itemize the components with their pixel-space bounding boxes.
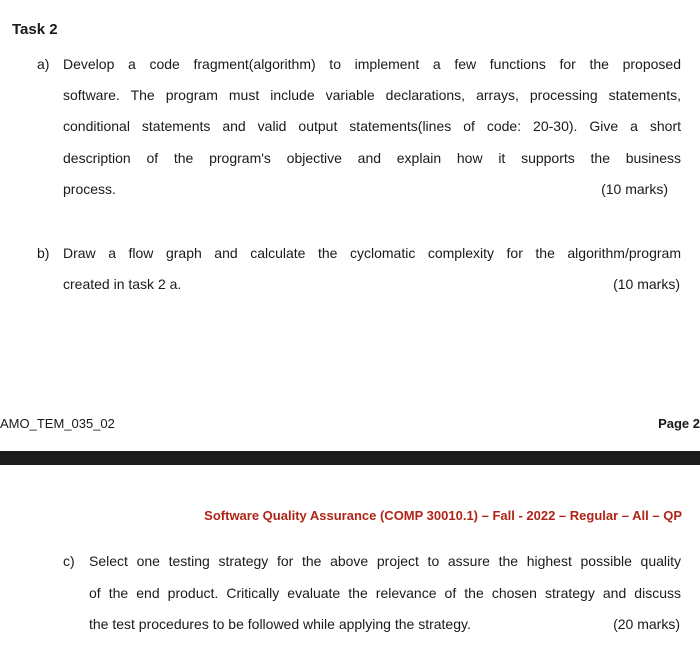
document-code: AMO_TEM_035_02 <box>0 416 115 431</box>
question-c-line-3: the test procedures to be followed while applying the strategy. <box>89 616 471 632</box>
question-a-line-1: Develop a code fragment(algorithm) to implement a few functions for the proposed <box>63 56 681 72</box>
task-title: Task 2 <box>12 21 58 38</box>
question-a-line-4: description of the program's objective and explain how it supports the business <box>63 150 681 166</box>
question-a-line-5: process. <box>63 181 116 197</box>
page-divider <box>0 451 700 465</box>
question-c-label: c) <box>63 553 75 569</box>
question-b-label: b) <box>37 245 50 261</box>
question-a-line-2: software. The program must include variable declarations, arrays, processing statements, <box>63 87 681 103</box>
page-number: Page 2 <box>658 416 700 431</box>
question-a-line-3: conditional statements and valid output statements(lines of code: 20-30). Give a short <box>63 118 681 134</box>
question-b-line-1: Draw a flow graph and calculate the cyclomatic complexity for the algorithm/program <box>63 245 681 261</box>
course-header: Software Quality Assurance (COMP 30010.1) – Fall - 2022 – Regular – All – QP <box>204 508 682 523</box>
question-a-label: a) <box>37 56 50 72</box>
question-b-marks: (10 marks) <box>613 276 680 292</box>
question-b-line-2: created in task 2 a. <box>63 276 182 292</box>
question-c-line-2: of the end product. Critically evaluate the relevance of the chosen strategy and discuss <box>89 585 681 601</box>
question-c-marks: (20 marks) <box>613 616 680 632</box>
question-c-line-1: Select one testing strategy for the above project to assure the highest possible quality <box>89 553 681 569</box>
question-a-marks: (10 marks) <box>601 181 668 197</box>
